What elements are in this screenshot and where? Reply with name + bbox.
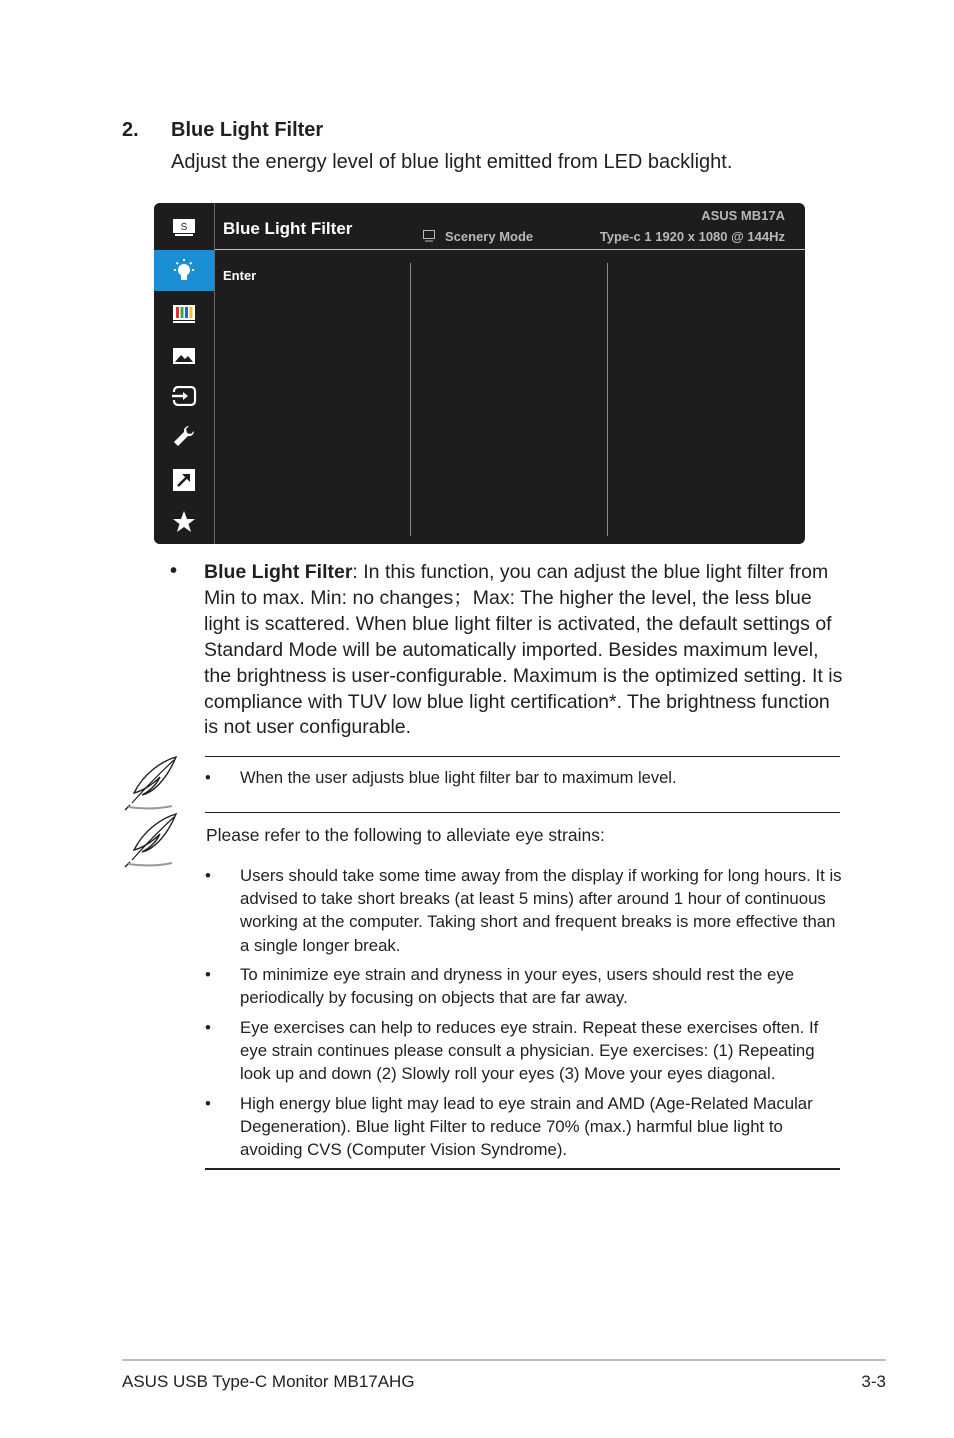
osd-column-divider	[607, 263, 608, 536]
section-title: Blue Light Filter	[171, 119, 324, 141]
eye-strain-intro: Please refer to the following to alleviate eye strains:	[206, 825, 605, 845]
osd-enter-option[interactable]: Enter	[223, 268, 257, 283]
note-item	[205, 769, 677, 788]
note-rule-middle	[205, 812, 840, 813]
note-feather-icon	[122, 812, 180, 868]
footer-page-number: 3-3	[861, 1372, 886, 1391]
note-rule-top	[205, 756, 840, 757]
list-item-text: Eye exercises can help to reduces eye strain. Repeat these exercises often. If eye strain continues please consult a physician. Eye exercises: (1) Repeating look up and down (2) Slowly roll your eyes (3) Move your eyes diagonal.	[240, 1018, 819, 1084]
osd-scenery-mode: Scenery Mode	[445, 229, 534, 244]
note-bullet: •	[205, 769, 211, 787]
bullet-term: Blue Light Filter	[204, 561, 353, 583]
osd-signal-info: Type-c 1 1920 x 1080 @ 144Hz	[599, 229, 785, 244]
input-select-icon[interactable]	[154, 375, 214, 416]
note-feather-icon	[122, 755, 180, 811]
osd-sidebar	[154, 203, 215, 544]
osd-title: Blue Light Filter	[223, 219, 353, 238]
note-text: When the user adjusts blue light filter bar to maximum level.	[240, 769, 677, 787]
shortcut-icon[interactable]	[154, 459, 214, 500]
list-item-text: High energy blue light may lead to eye strain and AMD (Age-Related Macular Degeneration). Blue light Filter to reduce 70% (max.) harmful blue light to avoiding CVS (Computer Vision Syndrome).	[240, 1094, 813, 1160]
list-bullet: •	[205, 1094, 211, 1113]
scenery-mode-icon	[423, 230, 435, 242]
system-setup-icon[interactable]	[154, 415, 214, 456]
splendid-letter: S	[180, 221, 188, 233]
list-bullet: •	[205, 1018, 211, 1037]
section-number: 2.	[122, 119, 139, 141]
osd-column-divider	[410, 263, 411, 536]
note-rule-bottom	[205, 1168, 840, 1170]
favorite-icon[interactable]	[154, 501, 214, 542]
bullet-paragraph	[204, 560, 844, 741]
list-bullet: •	[205, 866, 211, 885]
bullet-body: : In this function, you can adjust the blue light filter from Min to max. Min: no changes；Max: The higher the level, the less blue light is scattered. When blue light filter is activated, the default settings of Standard Mode will be automatically imported. Besides maximum level, the brightness is user-configurable. Maximum is the optimized setting. It is compliance with TUV low blue light certification*. The brightness function is not user configurable.	[204, 561, 843, 739]
osd-header	[215, 203, 805, 250]
list-bullet: •	[205, 965, 211, 984]
osd-menu-panel	[154, 203, 805, 544]
footer-rule	[122, 1359, 886, 1361]
section-description: Adjust the energy level of blue light emitted from LED backlight.	[171, 151, 733, 173]
blue-light-icon[interactable]	[154, 250, 214, 291]
list-item-text: To minimize eye strain and dryness in your eyes, users should rest the eye periodically by focusing on objects that are far away.	[240, 965, 795, 1008]
osd-model-name: ASUS MB17A	[701, 208, 785, 223]
footer-product-name: ASUS USB Type-C Monitor MB17AHG	[122, 1372, 415, 1391]
list-item-text: Users should take some time away from the display if working for long hours. It is advised to take short breaks (at least 5 mins) after around 1 hour of continuous working at the computer. Taking short and frequent breaks is more effective than a single longer break.	[240, 866, 842, 955]
color-icon[interactable]	[154, 293, 214, 334]
splendid-icon[interactable]	[154, 207, 214, 248]
bullet-marker: •	[170, 560, 178, 582]
image-icon[interactable]	[154, 335, 214, 376]
